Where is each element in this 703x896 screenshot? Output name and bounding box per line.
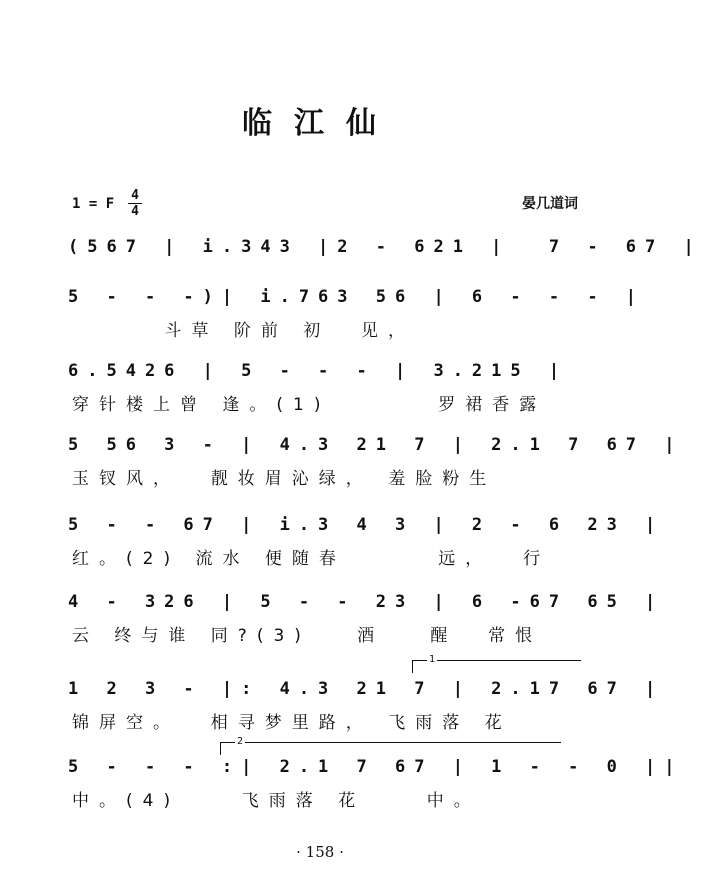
notation-row: 5 - - -)| i.763 56 | 6 - - - |	[68, 287, 646, 307]
first-ending-number: 1	[429, 654, 436, 665]
score-line-4	[0, 430, 684, 494]
lyrics-row: 玉钗风， 靓妆眉沁绿， 羞脸粉生	[72, 469, 497, 489]
notation-row: 5 - - 67 | i.3 4 3 | 2 - 6 23 |	[68, 515, 665, 535]
notation-row: 5 - - - :| 2.1 7 67 | 1 - - 0 ||	[68, 757, 684, 777]
first-ending-bracket	[412, 654, 581, 673]
key-signature: 1 = F	[72, 196, 115, 212]
notation-row: 4 - 326 | 5 - - 23 | 6 -67 65 |	[68, 592, 665, 612]
score-line-8	[0, 752, 684, 816]
time-signature-top: 4	[131, 188, 139, 203]
score-line-3	[0, 356, 640, 420]
lyricist-credit: 晏几道词	[522, 196, 578, 212]
notation-row: 5 56 3 - | 4.3 21 7 | 2.1 7 67 |	[68, 435, 684, 455]
page-number: · 158 ·	[296, 843, 344, 861]
time-signature	[126, 188, 144, 219]
song-title: 临江仙	[242, 106, 398, 141]
time-signature-bottom: 4	[131, 204, 139, 219]
notation-row: 6.5426 | 5 - - - | 3.215 |	[68, 361, 569, 381]
second-ending-number: 2	[237, 736, 244, 747]
lyrics-row: 中。(4) 飞雨落 花 中。	[72, 791, 481, 811]
lyrics-row: 穿针楼上曾 逢。(1) 罗裙香露	[72, 395, 547, 415]
lyrics-row: 红。(2) 流水 便随春 远， 行	[72, 549, 551, 569]
notation-row: (567 | i.343 |2 - 621 | 7 - 67 |	[68, 237, 703, 257]
score-line-6	[0, 587, 665, 651]
notation-row: 1 2 3 - |: 4.3 21 7 | 2.17 67 |	[68, 679, 665, 699]
lyrics-row: 斗草 阶前 初 见，	[72, 321, 416, 341]
lyrics-row: 锦屏空。 相寻梦里路， 飞雨落 花	[72, 713, 512, 733]
score-line-7	[0, 674, 665, 738]
score-line-2	[0, 282, 646, 346]
lyrics-row: 云 终与谁 同?(3) 酒 醒 常恨	[72, 626, 543, 646]
score-line-5	[0, 510, 665, 574]
